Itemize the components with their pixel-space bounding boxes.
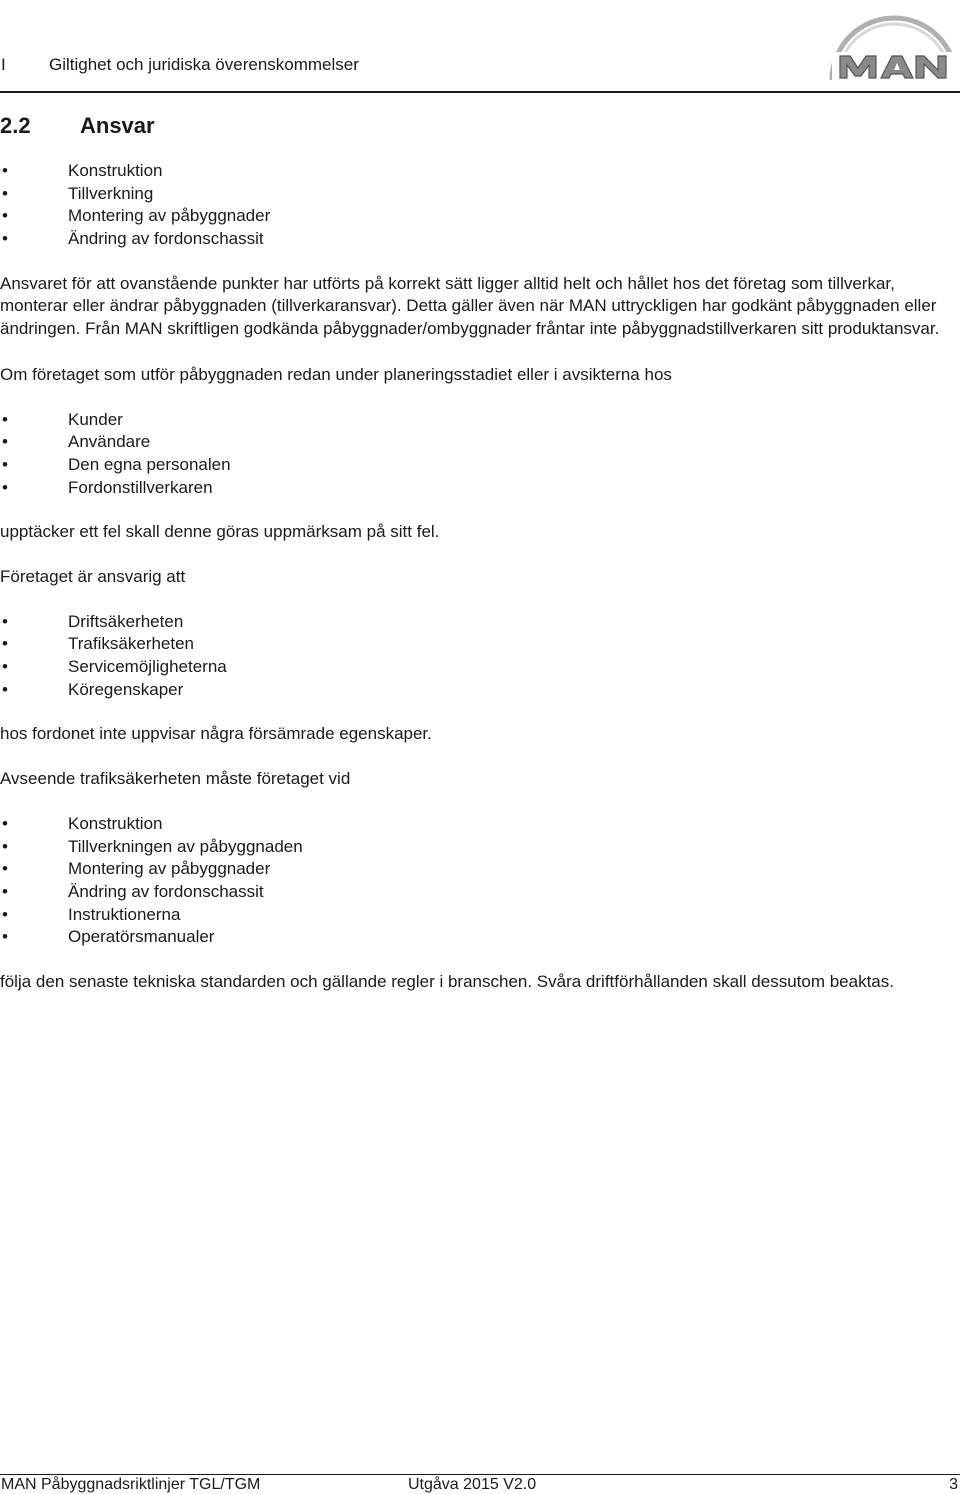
header-rule [0, 91, 960, 93]
section-heading [0, 113, 155, 139]
list-item: • Instruktionerna [0, 904, 960, 927]
list-item: • Montering av påbyggnader [0, 858, 960, 881]
responsibility-paragraph: Ansvaret för att ovanstående punkter har utförts på korrekt sätt ligger alltid helt och hållet hos det företag som tillverkar, monterar eller ändrar påbyggnaden (tillverkaransvar). Detta gäller även när MAN uttryckligen har godkänt påbyggnaden eller ändringen. Från MAN skriftligen godkända påbyggnader/ombyggnader fråntar inte påbyggnadstillverkaren sitt produktansvar. [0, 273, 940, 339]
list-item: • Konstruktion [0, 160, 960, 183]
list-item: • Fordonstillverkaren [0, 477, 960, 500]
intro-paragraph-detection: Om företaget som utför påbyggnaden redan under planeringsstadiet eller i avsikterna hos [0, 364, 672, 384]
man-logo [826, 2, 960, 82]
list-item: • Driftsäkerheten [0, 611, 960, 634]
list-item: • Användare [0, 431, 960, 454]
detection-paragraph: upptäcker ett fel skall denne göras uppmärksam på sitt fel. [0, 522, 440, 542]
bullet-list-parties [0, 409, 960, 500]
page-header [0, 0, 960, 92]
footer-edition: Utgåva 2015 V2.0 [408, 1476, 537, 1493]
heading-number: 2.2 [0, 113, 31, 138]
list-item: • Ändring av fordonschassit [0, 228, 960, 251]
intro-paragraph-safety: Avseende trafiksäkerheten måste företaget vid [0, 769, 351, 789]
list-item: • Den egna personalen [0, 454, 960, 477]
list-item: • Tillverkning [0, 183, 960, 206]
list-item: • Trafiksäkerheten [0, 633, 960, 656]
list-item: • Konstruktion [0, 813, 960, 836]
main-content [0, 160, 960, 994]
standards-paragraph: följa den senaste tekniska standarden och gällande regler i branschen. Svåra driftförhållanden skall dessutom beaktas. [0, 972, 894, 991]
list-item: • Servicemöjligheterna [0, 656, 960, 679]
footer-document-title: MAN Påbyggnadsriktlinjer TGL/TGM [1, 1476, 261, 1493]
intro-paragraph-company: Företaget är ansvarig att [0, 567, 186, 587]
list-item: • Köregenskaper [0, 679, 960, 702]
list-item: • Ändring av fordonschassit [0, 881, 960, 904]
heading-title: Ansvar [80, 113, 155, 138]
footer-rule [0, 1474, 960, 1475]
bullet-list-safety-steps [0, 813, 960, 949]
page-number: 3 [949, 1476, 958, 1493]
vehicle-paragraph: hos fordonet inte uppvisar några försämrade egenskaper. [0, 724, 432, 744]
section-title: Giltighet och juridiska överenskommelser [49, 55, 359, 74]
bullet-list-process-steps [0, 160, 960, 251]
page-footer [0, 1474, 960, 1494]
bullet-list-properties [0, 611, 960, 702]
list-item: • Montering av påbyggnader [0, 205, 960, 228]
list-item: • Kunder [0, 409, 960, 432]
list-item: • Operatörsmanualer [0, 926, 960, 949]
list-item: • Tillverkningen av påbyggnaden [0, 836, 960, 859]
section-number: I [1, 55, 6, 74]
